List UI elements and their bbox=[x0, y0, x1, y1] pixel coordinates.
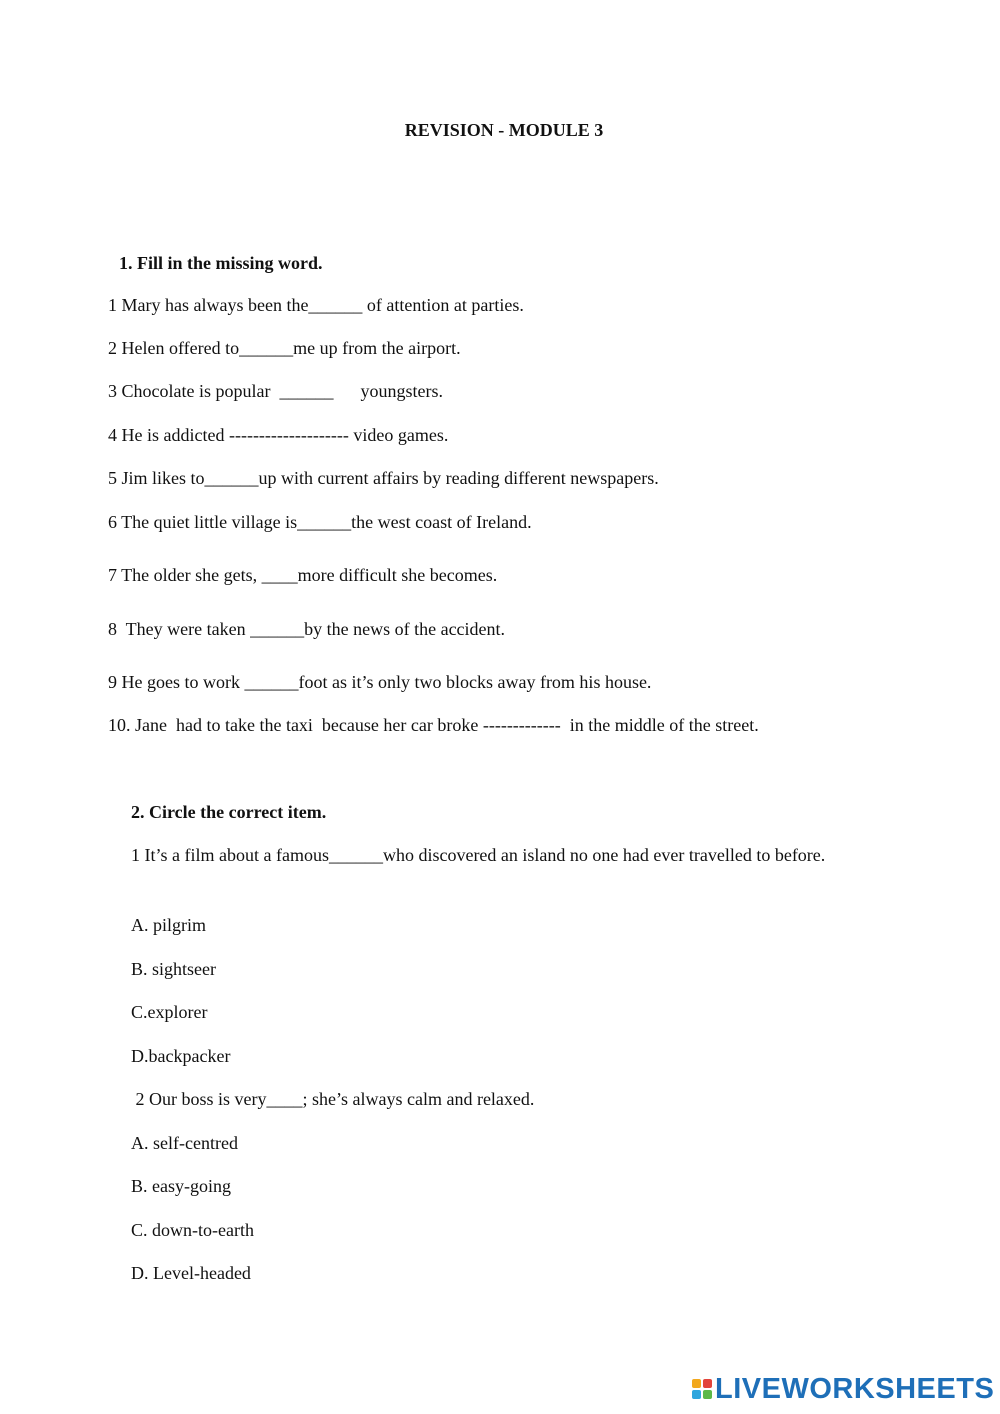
logo-tile-red bbox=[703, 1379, 712, 1388]
fill-in-item-10: 10. Jane had to take the taxi because her car broke ------------- in the middle of the street. bbox=[108, 715, 759, 735]
fill-in-item-2: 2 Helen offered to______me up from the airport. bbox=[108, 338, 461, 358]
logo-tiles-icon bbox=[692, 1379, 712, 1399]
logo-tile-blue bbox=[692, 1390, 701, 1399]
fill-in-item-7: 7 The older she gets, ____more difficult she becomes. bbox=[108, 565, 498, 585]
page-title: REVISION - MODULE 3 bbox=[404, 120, 604, 140]
fill-in-item-5: 5 Jim likes to______up with current affairs by reading different newspapers. bbox=[108, 468, 659, 488]
liveworksheets-logo bbox=[692, 1374, 994, 1404]
fill-in-item-6: 6 The quiet little village is______the west coast of Ireland. bbox=[108, 512, 532, 532]
fill-in-item-8: 8 They were taken ______by the news of the accident. bbox=[108, 619, 506, 639]
logo-text: LIVEWORKSHEETS bbox=[715, 1373, 995, 1405]
question-2-option-c: C. down-to-earth bbox=[131, 1220, 254, 1240]
fill-in-item-4: 4 He is addicted -------------------- video games. bbox=[108, 425, 449, 445]
fill-in-item-9: 9 He goes to work ______foot as it’s only two blocks away from his house. bbox=[108, 672, 652, 692]
logo-tile-orange bbox=[692, 1379, 701, 1388]
question-2-text: 2 Our boss is very____; she’s always calm and relaxed. bbox=[131, 1089, 535, 1109]
question-1-option-a: A. pilgrim bbox=[131, 915, 206, 935]
question-2-option-d: D. Level-headed bbox=[131, 1263, 251, 1283]
question-1-option-d: D.backpacker bbox=[131, 1046, 231, 1066]
question-1-option-c: C.explorer bbox=[131, 1002, 208, 1022]
fill-in-item-3: 3 Chocolate is popular ______ youngsters. bbox=[108, 381, 443, 401]
logo-tile-green bbox=[703, 1390, 712, 1399]
fill-in-item-1: 1 Mary has always been the______ of attention at parties. bbox=[108, 295, 524, 315]
section-2-heading: 2. Circle the correct item. bbox=[131, 802, 327, 822]
question-1-text: 1 It’s a film about a famous______who discovered an island no one had ever travelled to before. bbox=[131, 845, 826, 865]
section-1-heading: 1. Fill in the missing word. bbox=[119, 253, 323, 273]
question-2-option-a: A. self-centred bbox=[131, 1133, 238, 1153]
question-2-option-b: B. easy-going bbox=[131, 1176, 231, 1196]
question-1-option-b: B. sightseer bbox=[131, 959, 216, 979]
